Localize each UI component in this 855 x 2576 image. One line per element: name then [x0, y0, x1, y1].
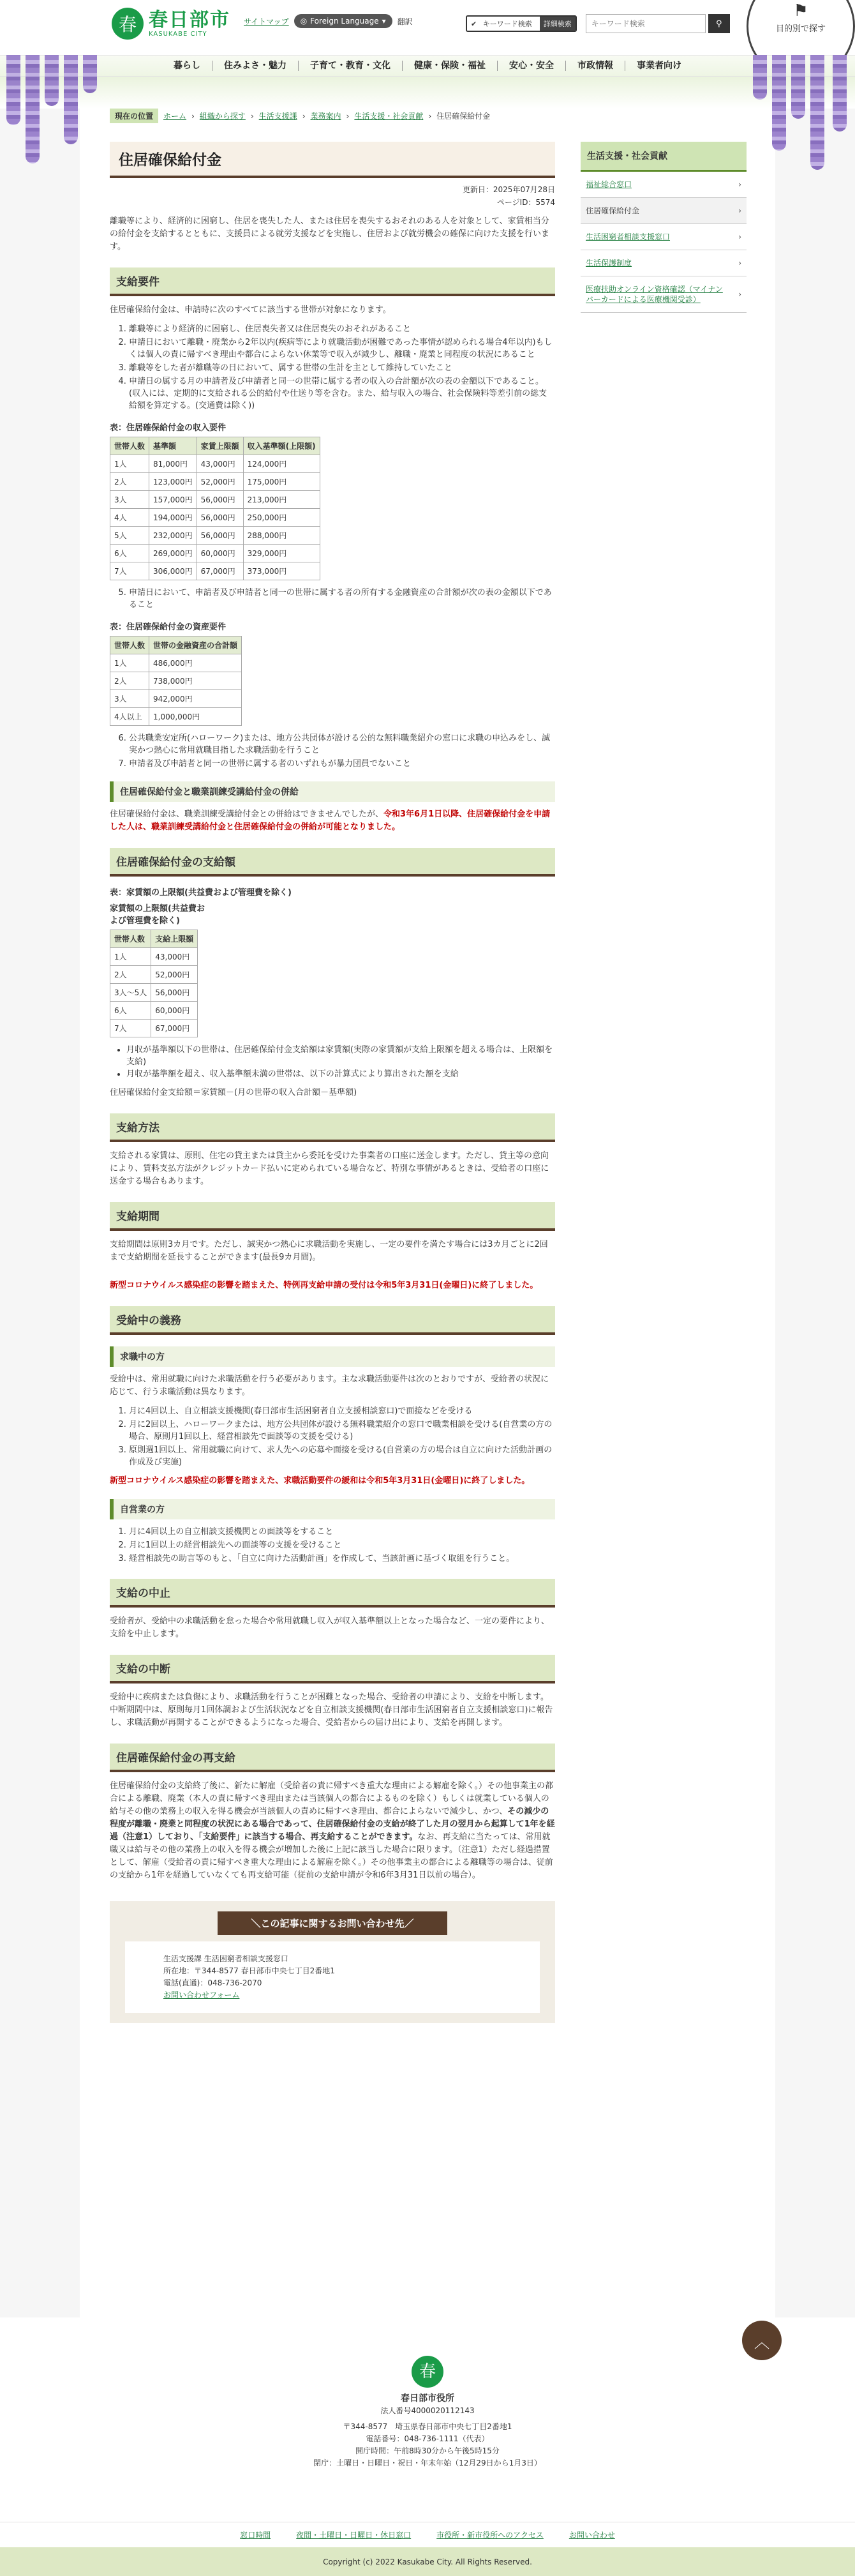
resupply-text-bold: その減少の程度が離職・廃業と同程度の状況にある場合であって、住居確保給付金の支給が終了した月の翌月から起算して1年を経過（注意1）しており、「支給要件」に該当する場合、再支給することができます。: [110, 1807, 555, 1842]
page-id: ページID：5574: [496, 198, 555, 207]
logo-text: [149, 10, 230, 38]
sidebar-item-housing-benefit[interactable]: [581, 198, 747, 224]
table-cell: 3人～5人: [110, 984, 151, 1002]
table-row: [110, 1002, 198, 1020]
foreign-language-button[interactable]: [294, 14, 392, 28]
list-item: 2. 月に2回以上、ハローワークまたは、地方公共団体が設ける無料職業紹介の窓口で職業相談を受ける(自営業の方の場合、原則月1回以上、経営相談先で面談等の支援を受ける): [129, 1419, 555, 1443]
table-header-row: [110, 437, 320, 455]
table-cell: 232,000円: [149, 527, 197, 545]
stop-text: 受給者が、受給中の求職活動を怠った場合や常用就職し収入が収入基準額以上となった場合など、一定の要件により、支給を中止します。: [110, 1616, 550, 1639]
contact-details: [125, 1941, 540, 2013]
table-cell: 6人: [110, 1002, 151, 1020]
section-heading-amount: 住居確保給付金の支給額: [110, 848, 555, 877]
main-content: [110, 142, 555, 2023]
intro-text: 離職等により、経済的に困窮し、住居を喪失した人、または住居を喪失するおそれのある人を対象として、家賃相当分の給付金を支給するとともに、支援員による就労支援などを実施し、住居および就労機会の確保に向けた支援を行います。: [110, 216, 550, 252]
list-item: 5. 申請日において、申請者及び申請者と同一の世帯に属する者の所有する金融資産の合計額が次の表の金額以下であること: [129, 587, 555, 611]
sidebar: [581, 142, 747, 313]
table-row: [110, 527, 320, 545]
table-cell: 942,000円: [149, 690, 242, 708]
contact-box: [110, 1901, 555, 2023]
amount-table: [110, 930, 198, 1037]
self-employed-list: [129, 1526, 555, 1565]
table-cell: 329,000円: [243, 545, 320, 562]
table-row: [110, 509, 320, 527]
resupply-text-b: なお、再支給に当たっては、常用就職又は給与その他の業務上の収入を得る機会が増加した後に上記に該当した場合に限ります。（注意1）ただし経過措置として、解雇（受給者の責に帰すべき重大な理由による解雇を除く。）その他事業主の都合による離職等の場合は、従前の支給から1年を経過していなくても再支給可能（従前の支給申請が令和6年3月31日以前の場合）。: [110, 1832, 553, 1880]
footer-corp-no: 法人番号4000020112143: [380, 2406, 475, 2415]
table-cell: 2人: [110, 473, 149, 491]
table-cell: 67,000円: [151, 1020, 198, 1037]
table-cell: 250,000円: [243, 509, 320, 527]
breadcrumb-sep: ›: [428, 111, 432, 121]
table-body: [110, 654, 242, 726]
arrow-up-icon: ︿: [754, 2333, 770, 2351]
page-title: 住居確保給付金: [110, 142, 555, 178]
logo-en: KASUKABE CITY: [149, 30, 207, 38]
footer-address: 〒344-8577 埼玉県春日部市中央七丁目2番地1: [343, 2422, 512, 2431]
sidebar-item-welfare-window[interactable]: [581, 172, 747, 198]
footer-tel: 電話番号：048-736-1111（代表）: [366, 2434, 489, 2443]
table-row: [110, 690, 242, 708]
table-header-cell: 世帯人数: [110, 437, 149, 455]
sidebar-item-label[interactable]: 生活困窮者相談支援窓口: [586, 232, 671, 241]
table-cell: 81,000円: [149, 455, 197, 473]
nav-item-safety[interactable]: 安心・安全: [498, 61, 566, 71]
table-cell: 60,000円: [197, 545, 243, 562]
contact-dept: 生活支援課 生活困窮者相談支援窓口: [163, 1954, 288, 1963]
table-row: [110, 708, 242, 726]
contact-address: 所在地：〒344-8577 春日部市中央七丁目2番地1: [163, 1966, 335, 1975]
method-text: 支給される家賃は、原則、住宅の貸主または貸主から委託を受けた事業者の口座に送金します。ただし、貸主等の意向により、賃料支払方法がクレジットカード払いに定められている場合など、特別な事情があるときは、受給者の口座に送金する場合もあります。: [110, 1151, 549, 1186]
table-body: [110, 455, 320, 580]
table-body: [110, 948, 198, 1037]
table-cell: 124,000円: [243, 455, 320, 473]
table-cell: 288,000円: [243, 527, 320, 545]
footer-link-contact[interactable]: お問い合わせ: [569, 2531, 615, 2540]
amount-table-caption: 家賃額の上限額(共益費および管理費を除く): [110, 904, 205, 926]
table-cell: 60,000円: [151, 1002, 198, 1020]
site-footer: [0, 2356, 855, 2469]
global-nav: [0, 55, 855, 77]
sidebar-item-label[interactable]: 医療扶助オンライン資格確認（マイナンバーカードによる医療機関受診）: [586, 285, 723, 304]
breadcrumb-sep: ›: [250, 111, 254, 121]
nav-item-attractions[interactable]: 住みよさ・魅力: [212, 61, 299, 71]
table-cell: 2人: [110, 672, 149, 690]
table-row: [110, 491, 320, 509]
table-header-row: [110, 636, 242, 654]
breadcrumb: [110, 109, 490, 123]
table-row: [110, 455, 320, 473]
resupply-text-a: 住居確保給付金の支給終了後に、新たに解雇（受給者の責に帰すべき重大な理由による解雇を除く。）その他事業主の都合による離職、廃業（本人の責に帰すべき理由または当該個人の都合によるものを除く）もしくは就業している個人の給与その他の業務上の収入を得る機会が当該個人の責めに帰すべき理由、都合によらないで減少し、かつ、: [110, 1781, 553, 1816]
income-table: [110, 437, 320, 580]
table-cell: 1人: [110, 654, 149, 672]
table-header-cell: 収入基準額(上限額): [243, 437, 320, 455]
breadcrumb-sep: ›: [191, 111, 195, 121]
table-row: [110, 984, 198, 1002]
table-cell: 67,000円: [197, 562, 243, 580]
combo-text-a: 住居確保給付金は、職業訓練受講給付金との併給はできませんでしたが、: [110, 810, 384, 819]
breadcrumb-current: 住居確保給付金: [436, 112, 491, 121]
flag-icon: ⚑: [793, 1, 808, 20]
nav-item-living[interactable]: 暮らし: [162, 61, 212, 71]
chevron-right-icon: ›: [738, 206, 741, 215]
search-button[interactable]: [708, 14, 730, 33]
section-heading-resupply: 住居確保給付金の再支給: [110, 1744, 555, 1772]
section-heading-method: 支給方法: [110, 1113, 555, 1142]
site-logo[interactable]: [112, 8, 230, 40]
foreign-language-label: Foreign Language: [310, 17, 379, 26]
search-mode-keyword[interactable]: ✔ キーワード検索: [467, 17, 540, 31]
job-notice: 新型コロナウイルス感染症の影響を踏まえた、求職活動要件の緩和は令和5年3月31日(金曜日)に終了しました。: [110, 1476, 530, 1486]
chevron-down-icon: ▾: [382, 17, 386, 26]
sidebar-item-label[interactable]: 福祉総合窓口: [586, 180, 632, 189]
table-cell: 306,000円: [149, 562, 197, 580]
table-row: [110, 948, 198, 966]
updated-date: 更新日：2025年07月28日: [462, 185, 555, 194]
copyright: Copyright (c) 2022 Kasukabe City. All Rights Reserved.: [0, 2547, 855, 2576]
search-area: [466, 14, 730, 33]
wisteria-decoration-left: [0, 55, 115, 221]
table-cell: 486,000円: [149, 654, 242, 672]
table-cell: 56,000円: [197, 509, 243, 527]
wisteria-decoration-right: [740, 55, 855, 221]
contact-tel: 電話(直通)：048-736-2070: [163, 1978, 262, 1987]
contact-heading: ＼この記事に関するお問い合わせ先／: [218, 1911, 447, 1935]
breadcrumb-here-label: 現在の位置: [110, 109, 158, 123]
table-cell: 1,000,000円: [149, 708, 242, 726]
chevron-right-icon: ›: [738, 180, 741, 189]
combo-text: [110, 808, 555, 834]
table-cell: 269,000円: [149, 545, 197, 562]
list-item: 7. 申請者及び申請者と同一の世帯に属する者のいずれもが暴力団員でないこと: [129, 758, 555, 770]
list-item: 2. 月に1回以上の経営相談先への面談等の支援を受けること: [129, 1539, 555, 1551]
breadcrumb-link[interactable]: 生活支援課: [258, 112, 297, 121]
list-item: 4. 申請日の属する月の申請者及び申請者と同一の世帯に属する者の収入の合計額が次の表の金額以下であること。(収入には、定期的に支給される公的給付や仕送り等を含む。また、給与収入の場合、社会保険料等差引前の総支給額を算定する。(交通費は除く)): [129, 375, 555, 412]
table-cell: 43,000円: [197, 455, 243, 473]
destination-label: 目的別で探す: [775, 24, 826, 34]
section-heading-duty: 受給中の義務: [110, 1306, 555, 1335]
sidebar-item-label[interactable]: 生活保護制度: [586, 259, 632, 267]
table-header-cell: 世帯の金融資産の合計額: [149, 636, 242, 654]
footer-org-name: 春日部市役所: [401, 2393, 454, 2404]
resupply-text: [110, 1780, 555, 1882]
list-item: 3. 原則週1回以上、常用就職に向けて、求人先への応募や面接を受ける(自営業の方の場合は自立に向けた活動計画の作成及び実施): [129, 1444, 555, 1468]
table-cell: 52,000円: [151, 966, 198, 984]
site-header: [0, 0, 855, 55]
list-item: 6. 公共職業安定所(ハローワーク)または、地方公共団体が設ける公的な無料職業紹介の窓口に求職の申込みをし、誠実かつ熱心に常用就職目指した求職活動を行うこと: [129, 732, 555, 757]
income-table-caption: 表：住居確保給付金の収入要件: [110, 423, 227, 433]
sidebar-item-consultation[interactable]: [581, 224, 747, 250]
table-cell: 6人: [110, 545, 149, 562]
section-heading-requirements: 支給要件: [110, 267, 555, 296]
sitemap-link[interactable]: サイトマップ: [244, 17, 289, 26]
table-cell: 1人: [110, 455, 149, 473]
requirements-list-cont2: [129, 732, 555, 770]
table-cell: 52,000円: [197, 473, 243, 491]
table-cell: 3人: [110, 491, 149, 509]
contact-heading-label: この記事に関するお問い合わせ先: [260, 1918, 405, 1929]
section-heading-period: 支給期間: [110, 1202, 555, 1231]
table-cell: 56,000円: [197, 491, 243, 509]
requirements-list: [129, 323, 555, 412]
table-header-cell: 世帯人数: [110, 930, 151, 948]
table-row: [110, 654, 242, 672]
table-cell: 5人: [110, 527, 149, 545]
requirements-list-cont: [129, 587, 555, 611]
sidebar-item-public-assistance[interactable]: [581, 250, 747, 276]
chevron-right-icon: ›: [738, 290, 741, 299]
translate-link[interactable]: 翻訳: [397, 17, 413, 26]
combo-text-red: 令和3年6月1日以降、住居確保給付金を申請した人は、職業訓練受講給付金と住居確保給付金の併給が可能となりました。: [110, 810, 551, 832]
pause-text: 受給中に疾病または負傷により、求職活動を行うことが困難となった場合、受給者の申請により、支給を中断します。中断期間中は、原則毎月1回体調および生活状況などを自立相談支援機関(春日部市生活困窮者自立支援相談窓口)に報告し、求職活動が再開することができるようになった場合、受給者からの届け出により、支給を再開します。: [110, 1692, 553, 1728]
list-item: 3. 経営相談先の助言等のもと、「自立に向けた活動計画」を作成して、当該計画に基づく取組を行うこと。: [129, 1553, 555, 1565]
globe-icon: ◎: [300, 17, 308, 26]
subheading-self-employed: 自営業の方: [110, 1499, 555, 1519]
search-mode-keyword-label: キーワード検索: [482, 20, 532, 28]
list-item: 3. 離職等をした者が離職等の日において、属する世帯の生計を主として維持していたこと: [129, 362, 555, 374]
breadcrumb-sep: ›: [346, 111, 350, 121]
list-item: • 月収が基準額を超え、収入基準額未満の世帯は、以下の計算式により算出された額を支給: [126, 1068, 555, 1080]
table-cell: 175,000円: [243, 473, 320, 491]
table-cell: 373,000円: [243, 562, 320, 580]
chevron-right-icon: ›: [738, 232, 741, 241]
breadcrumb-link[interactable]: 組織から探す: [199, 112, 246, 121]
search-mode-advanced[interactable]: 詳細検索: [540, 17, 576, 31]
table-row: [110, 672, 242, 690]
period-text: 支給期間は原則3カ月です。ただし、誠実かつ熱心に求職活動を実施し、一定の要件を満たす場合には3カ月ごとに2回まで支給期間を延長することができます(最長9カ月間)。: [110, 1240, 548, 1262]
section-heading-stop: 支給の中止: [110, 1579, 555, 1608]
table-row: [110, 545, 320, 562]
table-cell: 157,000円: [149, 491, 197, 509]
period-notice: 新型コロナウイルス感染症の影響を踏まえた、特例再支給申請の受付は令和5年3月31日(金曜日)に終了しました。: [110, 1281, 539, 1290]
table-cell: 43,000円: [151, 948, 198, 966]
nav-item-health[interactable]: 健康・保険・福祉: [403, 61, 498, 71]
footer-link-access[interactable]: 市役所・新市役所へのアクセス: [436, 2531, 544, 2540]
list-item: 1. 月に4回以上、自立相談支援機関(春日部市生活困窮者自立支援相談窓口)で面接などを受ける: [129, 1405, 555, 1417]
table-row: [110, 1020, 198, 1037]
list-item: 1. 離職等により経済的に困窮し、住居喪失者又は住居喪失のおそれがあること: [129, 323, 555, 335]
decorative-leaf-band: [0, 77, 855, 109]
table-row: [110, 562, 320, 580]
table-cell: 7人: [110, 562, 149, 580]
breadcrumb-sep: ›: [302, 111, 306, 121]
sidebar-heading: 生活支援・社会貢献: [581, 142, 747, 172]
table-cell: 123,000円: [149, 473, 197, 491]
table-header-cell: 世帯人数: [110, 636, 149, 654]
breadcrumb-link[interactable]: ホーム: [163, 112, 187, 121]
subheading-combo: 住居確保給付金と職業訓練受講給付金の併給: [110, 781, 555, 802]
search-mode-switch: [466, 15, 577, 32]
footer-hours: 開庁時間：午前8時30分から午後5時15分: [355, 2446, 500, 2455]
list-item: • 月収が基準額以下の世帯は、住居確保給付金支給額は家賃額(実際の家賃額が支給上限額を超える場合は、上限額を支給): [126, 1044, 555, 1068]
contact-form-link[interactable]: お問い合わせフォーム: [163, 1991, 240, 2000]
nav-item-childcare[interactable]: 子育て・教育・文化: [299, 61, 403, 71]
asset-table-caption: 表：住居確保給付金の資産要件: [110, 622, 227, 632]
requirements-lead: 住居確保給付金は、申請時に次のすべてに該当する世帯が対象になります。: [110, 305, 391, 315]
amount-formula: 住居確保給付金支給額＝家賃額－(月の世帯の収入合計額－基準額): [110, 1088, 357, 1097]
table-header-row: [110, 930, 198, 948]
table-header-cell: 基準額: [149, 437, 197, 455]
job-requirements-list: [129, 1405, 555, 1468]
footer-links: [0, 2522, 855, 2547]
table-cell: 1人: [110, 948, 151, 966]
sidebar-item-online-qualification[interactable]: [581, 276, 747, 313]
table-row: [110, 966, 198, 984]
table-cell: 56,000円: [197, 527, 243, 545]
table-cell: 56,000円: [151, 984, 198, 1002]
city-emblem-icon: 春: [112, 8, 144, 40]
footer-link-weekend[interactable]: 夜間・土曜日・日曜日・休日窓口: [296, 2531, 412, 2540]
table-header-cell: 支給上限額: [151, 930, 198, 948]
breadcrumb-link[interactable]: 生活支援・社会貢献: [354, 112, 424, 121]
table-cell: 194,000円: [149, 509, 197, 527]
sidebar-item-label: 住居確保給付金: [586, 206, 640, 215]
section-heading-pause: 支給の中断: [110, 1655, 555, 1683]
page-top-button[interactable]: [742, 2321, 782, 2360]
table-cell: 4人: [110, 509, 149, 527]
city-emblem-icon: 春: [412, 2356, 443, 2388]
table-cell: 2人: [110, 966, 151, 984]
header-links: [244, 14, 413, 28]
nav-item-administration[interactable]: 市政情報: [566, 61, 625, 71]
table-cell: 7人: [110, 1020, 151, 1037]
amount-caption: 表：家賃額の上限額(共益費および管理費を除く): [110, 888, 292, 898]
table-cell: 3人: [110, 690, 149, 708]
nav-item-business[interactable]: 事業者向け: [637, 61, 681, 71]
list-item: 1. 月に4回以上の自立相談支援機関との面談等をすること: [129, 1526, 555, 1538]
search-icon: ⚲: [715, 19, 722, 29]
search-input[interactable]: [586, 14, 706, 33]
page-meta: [110, 183, 555, 209]
job-lead: 受給中は、常用就職に向けた求職活動を行う必要があります。主な求職活動要件は次のとおりですが、受給者の状況に応じて、行う求職活動は異なります。: [110, 1375, 549, 1397]
table-header-cell: 家賃上限額: [197, 437, 243, 455]
logo-jp: 春日部市: [149, 8, 230, 31]
amount-bullets: [126, 1044, 555, 1080]
breadcrumb-link[interactable]: 業務案内: [310, 112, 341, 121]
subheading-job-seeker: 求職中の方: [110, 1346, 555, 1367]
table-row: [110, 473, 320, 491]
table-cell: 4人以上: [110, 708, 149, 726]
table-cell: 213,000円: [243, 491, 320, 509]
table-cell: 738,000円: [149, 672, 242, 690]
footer-closed: 閉庁：土曜日・日曜日・祝日・年末年始（12月29日から1月3日）: [313, 2459, 542, 2467]
chevron-right-icon: ›: [738, 259, 741, 267]
footer-link-hours[interactable]: 窓口時間: [240, 2531, 271, 2540]
list-item: 2. 申請日において離職・廃業から2年以内(疾病等により就職活動が困難であった事情が認められる場合4年以内)もしくは個人の責に帰すべき理由や都合によらない休業等で収入が減少し、離職・廃業と同程度の状況にあること: [129, 336, 555, 361]
asset-table: [110, 636, 242, 726]
